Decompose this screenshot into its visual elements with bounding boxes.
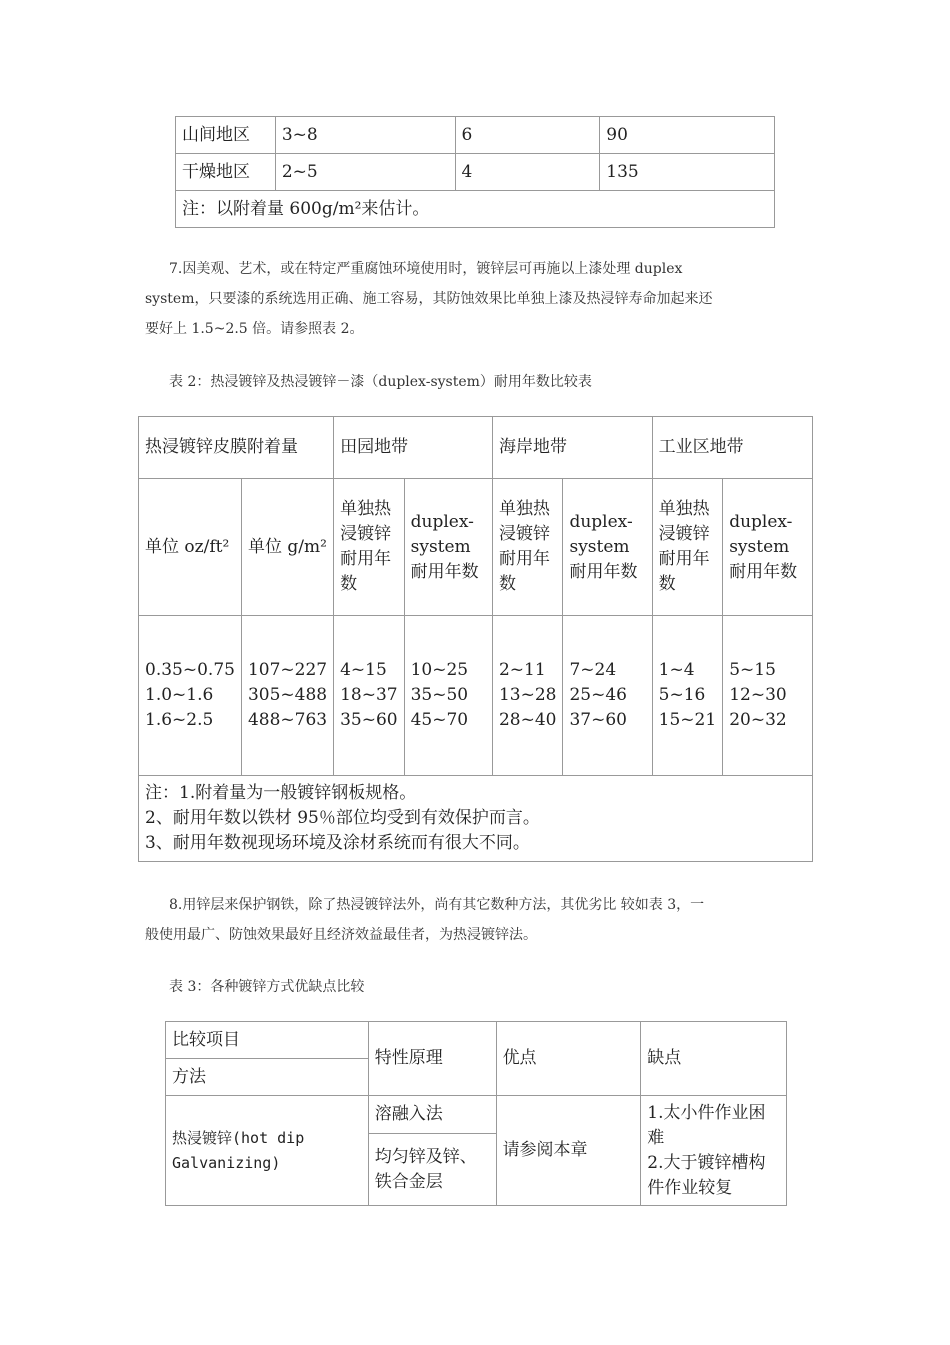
table-cell: 3~8 bbox=[275, 117, 455, 154]
data-cell-rural-alone: 4~15 18~37 35~60 bbox=[334, 616, 405, 776]
data-cell-oz: 0.35~0.75 1.0~1.6 1.6~2.5 bbox=[139, 616, 242, 776]
table-3-caption: 表 3：各种镀锌方式优缺点比较 bbox=[169, 979, 365, 995]
table-row bbox=[139, 479, 813, 616]
subheader-industrial-duplex: duplex-system 耐用年数 bbox=[723, 479, 813, 616]
table-cell: 山间地区 bbox=[176, 117, 276, 154]
header-cell-rural: 田园地带 bbox=[334, 417, 493, 479]
paragraph-7 bbox=[145, 254, 815, 344]
paragraph-line: 8.用锌层来保护钢铁，除了热浸镀锌法外，尚有其它数种方法，其优劣比 较如表 3，一 bbox=[169, 897, 705, 913]
table-row bbox=[166, 1096, 787, 1134]
pros-cell: 请参阅本章 bbox=[496, 1096, 641, 1206]
table-row bbox=[166, 1022, 787, 1059]
data-cell-coastal-duplex: 7~24 25~46 37~60 bbox=[563, 616, 652, 776]
paragraph-line: 般使用最广、防蚀效果最好且经济效益最佳者，为热浸镀锌法。 bbox=[145, 927, 537, 943]
header-cell-coastal: 海岸地带 bbox=[492, 417, 652, 479]
data-cell-industrial-duplex: 5~15 12~30 20~32 bbox=[723, 616, 813, 776]
header-cell-pros: 优点 bbox=[496, 1022, 641, 1096]
table-row bbox=[176, 191, 775, 228]
paragraph-line: system，只要漆的系统选用正确、施工容易，其防蚀效果比单独上漆及热浸锌寿命加起来还 bbox=[145, 291, 713, 307]
subheader-coastal-alone: 单独热浸镀锌耐用年数 bbox=[492, 479, 563, 616]
data-cell-coastal-alone: 2~11 13~28 28~40 bbox=[492, 616, 563, 776]
data-cell-industrial-alone: 1~4 5~16 15~21 bbox=[652, 616, 723, 776]
table-row bbox=[176, 117, 775, 154]
subheader-unit-oz: 单位 oz/ft² bbox=[139, 479, 242, 616]
table-cell: 135 bbox=[600, 154, 775, 191]
header-cell-method: 方法 bbox=[166, 1059, 369, 1096]
table-cell: 90 bbox=[600, 117, 775, 154]
table-row bbox=[176, 154, 775, 191]
paragraph-8 bbox=[145, 890, 815, 950]
principle-cell: 溶融入法 bbox=[368, 1096, 496, 1134]
header-cell-principle: 特性原理 bbox=[368, 1022, 496, 1096]
table-row bbox=[139, 776, 813, 862]
cons-cell: 1.太小件作业困难 2.大于镀锌槽构件作业较复 bbox=[641, 1096, 787, 1206]
table-3 bbox=[165, 1021, 787, 1206]
paragraph-line: 7.因美观、艺术，或在特定严重腐蚀环境使用时，镀锌层可再施以上漆处理 duplex bbox=[169, 261, 683, 277]
table-cell: 4 bbox=[455, 154, 600, 191]
principle-cell: 均匀锌及锌、铁合金层 bbox=[368, 1134, 496, 1206]
data-cell-rural-duplex: 10~25 35~50 45~70 bbox=[404, 616, 492, 776]
table-note: 注：1.附着量为一般镀锌钢板规格。 2、耐用年数以铁材 95％部位均受到有效保护而言。 3、耐用年数视现场环境及涂材系统而有很大不同。 bbox=[139, 776, 813, 862]
paragraph-line: 要好上 1.5~2.5 倍。请参照表 2。 bbox=[145, 321, 364, 337]
subheader-rural-duplex: duplex-system 耐用年数 bbox=[404, 479, 492, 616]
header-cell-cons: 缺点 bbox=[641, 1022, 787, 1096]
table-2 bbox=[138, 416, 813, 862]
table-cell: 干燥地区 bbox=[176, 154, 276, 191]
header-cell-item: 比较项目 bbox=[166, 1022, 369, 1059]
subheader-industrial-alone: 单独热浸镀锌耐用年数 bbox=[652, 479, 723, 616]
table-row bbox=[139, 616, 813, 776]
method-cell: 热浸镀锌(hot dip Galvanizing) bbox=[166, 1096, 369, 1206]
table-row bbox=[139, 417, 813, 479]
subheader-coastal-duplex: duplex-system 耐用年数 bbox=[563, 479, 652, 616]
data-cell-g: 107~227 305~488 488~763 bbox=[241, 616, 333, 776]
table-note: 注：以附着量 600g/m²来估计。 bbox=[176, 191, 775, 228]
subheader-rural-alone: 单独热浸镀锌耐用年数 bbox=[334, 479, 405, 616]
table-1 bbox=[175, 116, 775, 228]
table-cell: 2~5 bbox=[275, 154, 455, 191]
table-cell: 6 bbox=[455, 117, 600, 154]
subheader-unit-g: 单位 g/m² bbox=[241, 479, 333, 616]
header-cell-coating: 热浸镀锌皮膜附着量 bbox=[139, 417, 334, 479]
header-cell-industrial: 工业区地带 bbox=[652, 417, 812, 479]
table-2-caption: 表 2：热浸镀锌及热浸镀锌－漆（duplex-system）耐用年数比较表 bbox=[169, 374, 592, 390]
